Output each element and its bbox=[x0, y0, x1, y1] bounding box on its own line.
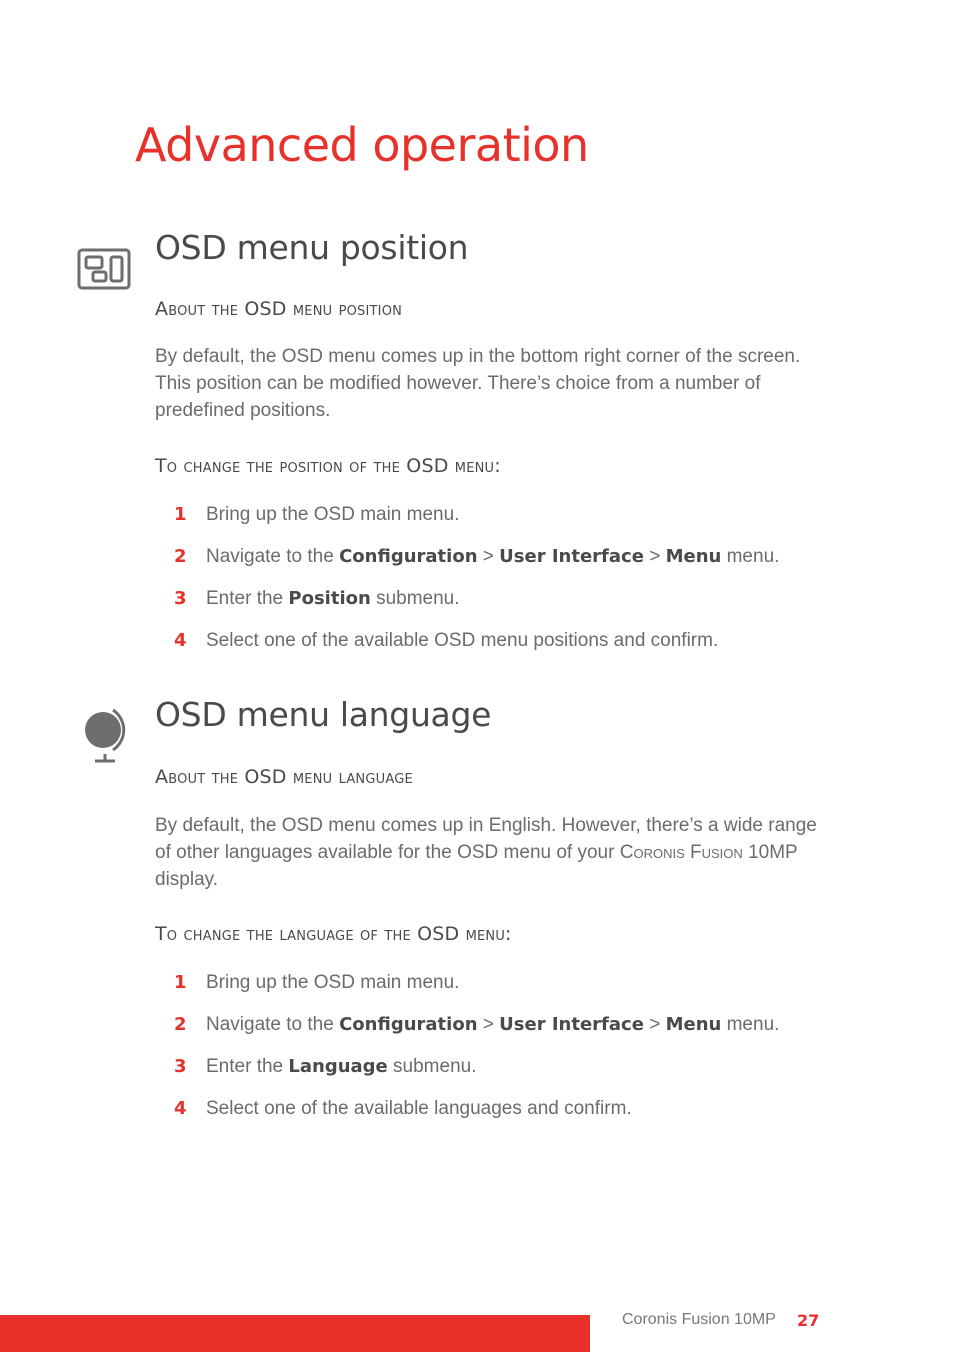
paragraph: By default, the OSD menu comes up in the bottom right corner of the screen. This position can be modified however. There’s choice from a number of predefined positions. bbox=[155, 346, 801, 421]
menu-position: Position bbox=[288, 588, 371, 609]
menu-menu: Menu bbox=[665, 1014, 722, 1035]
section-osd-language bbox=[155, 695, 835, 734]
globe-icon bbox=[83, 704, 129, 766]
howto-language bbox=[155, 923, 835, 945]
step-number: 1 bbox=[174, 972, 187, 993]
step-number: 4 bbox=[174, 630, 187, 651]
step-text: Navigate to the Configuration > User Interface > Menu menu. bbox=[206, 1014, 780, 1035]
step-text: Bring up the OSD main menu. bbox=[206, 504, 460, 525]
steps-position bbox=[155, 503, 835, 671]
menu-menu: Menu bbox=[665, 546, 722, 567]
subheading: To change the language of the OSD menu: bbox=[155, 923, 512, 945]
footer-accent-bar bbox=[0, 1315, 590, 1352]
howto-position bbox=[155, 455, 835, 477]
steps-language bbox=[155, 971, 835, 1139]
about-position bbox=[155, 298, 835, 320]
about-position-text bbox=[155, 343, 805, 424]
step-number: 3 bbox=[174, 1056, 187, 1077]
step-list bbox=[155, 503, 835, 671]
product-name: Coronis Fusion bbox=[619, 842, 743, 863]
paragraph: By default, the OSD menu comes up in English. However, there’s a wide range of other languages available for the OSD menu of your Coronis Fusion 10MP display. bbox=[155, 815, 817, 890]
step-item bbox=[155, 1055, 835, 1097]
section-heading: OSD menu language bbox=[155, 695, 492, 734]
step-text: Enter the Language submenu. bbox=[206, 1056, 477, 1077]
subheading: To change the position of the OSD menu: bbox=[155, 455, 501, 477]
menu-user-interface: User Interface bbox=[499, 546, 644, 567]
page-number: 27 bbox=[797, 1311, 820, 1330]
step-text: Navigate to the Configuration > User Interface > Menu menu. bbox=[206, 546, 780, 567]
step-item bbox=[155, 629, 835, 671]
step-number: 4 bbox=[174, 1098, 187, 1119]
subheading: About the OSD menu language bbox=[155, 766, 413, 788]
menu-language: Language bbox=[288, 1056, 388, 1077]
step-number: 2 bbox=[174, 546, 187, 567]
step-item bbox=[155, 503, 835, 545]
menu-configuration: Configuration bbox=[339, 1014, 478, 1035]
step-text: Select one of the available languages and confirm. bbox=[206, 1098, 632, 1119]
step-text: Enter the Position submenu. bbox=[206, 588, 460, 609]
step-item bbox=[155, 971, 835, 1013]
step-list bbox=[155, 971, 835, 1139]
step-item bbox=[155, 1013, 835, 1055]
menu-configuration: Configuration bbox=[339, 546, 478, 567]
subheading: About the OSD menu position bbox=[155, 298, 403, 320]
step-item bbox=[155, 587, 835, 629]
section-osd-position bbox=[155, 228, 835, 267]
step-text: Bring up the OSD main menu. bbox=[206, 972, 460, 993]
osd-position-icon bbox=[77, 248, 131, 290]
step-item bbox=[155, 545, 835, 587]
about-language bbox=[155, 766, 835, 788]
step-number: 3 bbox=[174, 588, 187, 609]
page-title: Advanced operation bbox=[135, 118, 589, 172]
step-number: 1 bbox=[174, 504, 187, 525]
step-number: 2 bbox=[174, 1014, 187, 1035]
menu-user-interface: User Interface bbox=[499, 1014, 644, 1035]
about-language-text bbox=[155, 812, 820, 893]
footer-product: Coronis Fusion 10MP bbox=[622, 1311, 776, 1328]
section-heading: OSD menu position bbox=[155, 228, 469, 267]
step-text: Select one of the available OSD menu positions and confirm. bbox=[206, 630, 719, 651]
step-item bbox=[155, 1097, 835, 1139]
